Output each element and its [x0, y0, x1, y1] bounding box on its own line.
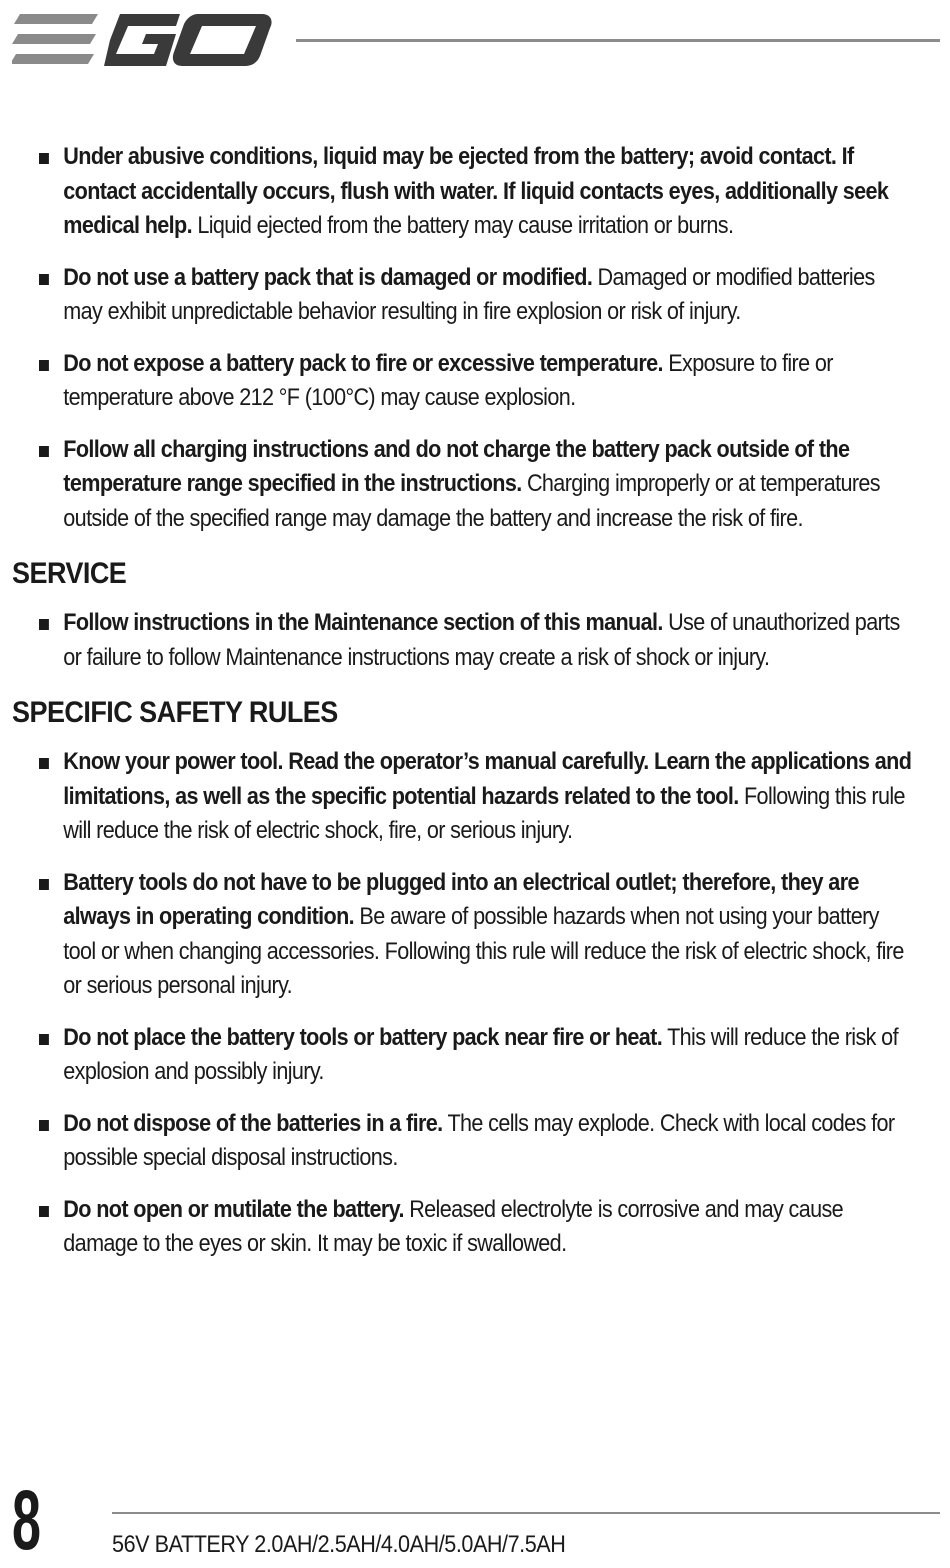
footer-rule — [112, 1512, 940, 1514]
list-item — [12, 261, 912, 330]
bullet-list — [12, 745, 938, 1262]
square-bullet-icon — [39, 1206, 49, 1217]
item-bold-text: Do not use a battery pack that is damaged or modified. — [63, 263, 593, 291]
list-item — [12, 606, 912, 675]
item-text: Be aware of possible hazards when not using your battery tool or when changing accessories. Following this rule will reduce the risk of electric shock, fire or serious personal injury. — [63, 903, 904, 999]
bullet-list — [12, 606, 938, 675]
item-bold-text: Do not place the battery tools or battery pack near fire or heat. — [63, 1023, 663, 1051]
item-bold-text: Follow all charging instructions and do not charge the battery pack outside of the temperature range specified in the instructions. — [63, 435, 850, 497]
square-bullet-icon — [39, 446, 49, 457]
item-bold-text: Follow instructions in the Maintenance section of this manual. — [63, 609, 663, 636]
list-item — [12, 347, 912, 416]
ego-logo — [12, 10, 272, 70]
item-text: Charging improperly or at temperatures outside of the specified range may damage the battery and increase the risk of fire. — [63, 470, 880, 532]
square-bullet-icon — [39, 619, 49, 630]
square-bullet-icon — [39, 879, 49, 890]
header-rule — [296, 39, 940, 42]
item-bold-text: Know your power tool. Read the operator’s manual carefully. Learn the applications and limitations, as well as the specific potential hazards related to the tool. — [63, 748, 912, 810]
main-content — [12, 140, 938, 1279]
list-item — [12, 1021, 912, 1090]
footer-title: 56V BATTERY 2.0AH/2.5AH/4.0AH/5.0AH/7.5AH — [112, 1531, 566, 1558]
section-heading: SPECIFIC SAFETY RULES — [12, 696, 338, 729]
square-bullet-icon — [39, 1034, 49, 1045]
item-text: Damaged or modified batteries may exhibit unpredictable behavior resulting in fire explosion or risk of injury. — [63, 263, 875, 325]
bullet-list — [12, 140, 938, 536]
item-text: Use of unauthorized parts or failure to follow Maintenance instructions may create a risk of shock or injury. — [63, 609, 900, 671]
page-number: 8 — [12, 1473, 41, 1567]
list-item — [12, 1193, 912, 1262]
item-text: Exposure to fire or temperature above 212 °F (100°C) may cause explosion. — [63, 349, 833, 411]
item-bold-text: Under abusive conditions, liquid may be ejected from the battery; avoid contact. If contact accidentally occurs, flush with water. If liquid contacts eyes, additionally seek medical help. — [63, 143, 889, 239]
list-item — [12, 745, 912, 849]
square-bullet-icon — [39, 360, 49, 371]
square-bullet-icon — [39, 153, 49, 164]
item-text: This will reduce the risk of explosion and possibly injury. — [63, 1023, 898, 1085]
item-bold-text: Do not open or mutilate the battery. — [63, 1195, 404, 1223]
list-item — [12, 140, 912, 244]
item-text: Released electrolyte is corrosive and may cause damage to the eyes or skin. It may be toxic if swallowed. — [63, 1195, 844, 1257]
square-bullet-icon — [39, 1120, 49, 1131]
square-bullet-icon — [39, 274, 49, 285]
item-bold-text: Do not expose a battery pack to fire or excessive temperature. — [63, 349, 663, 377]
item-text: The cells may explode. Check with local codes for possible special disposal instructions. — [63, 1109, 895, 1171]
item-text: Following this rule will reduce the risk of electric shock, fire, or serious injury. — [63, 782, 905, 844]
list-item — [12, 433, 912, 537]
section-heading: SERVICE — [12, 557, 127, 590]
item-bold-text: Battery tools do not have to be plugged into an electrical outlet; therefore, they are always in operating condition. — [63, 868, 859, 930]
square-bullet-icon — [39, 758, 49, 769]
item-text: Liquid ejected from the battery may cause irritation or burns. — [191, 212, 734, 239]
list-item — [12, 1107, 912, 1176]
list-item — [12, 866, 912, 1004]
item-bold-text: Do not dispose of the batteries in a fire. — [63, 1109, 443, 1137]
